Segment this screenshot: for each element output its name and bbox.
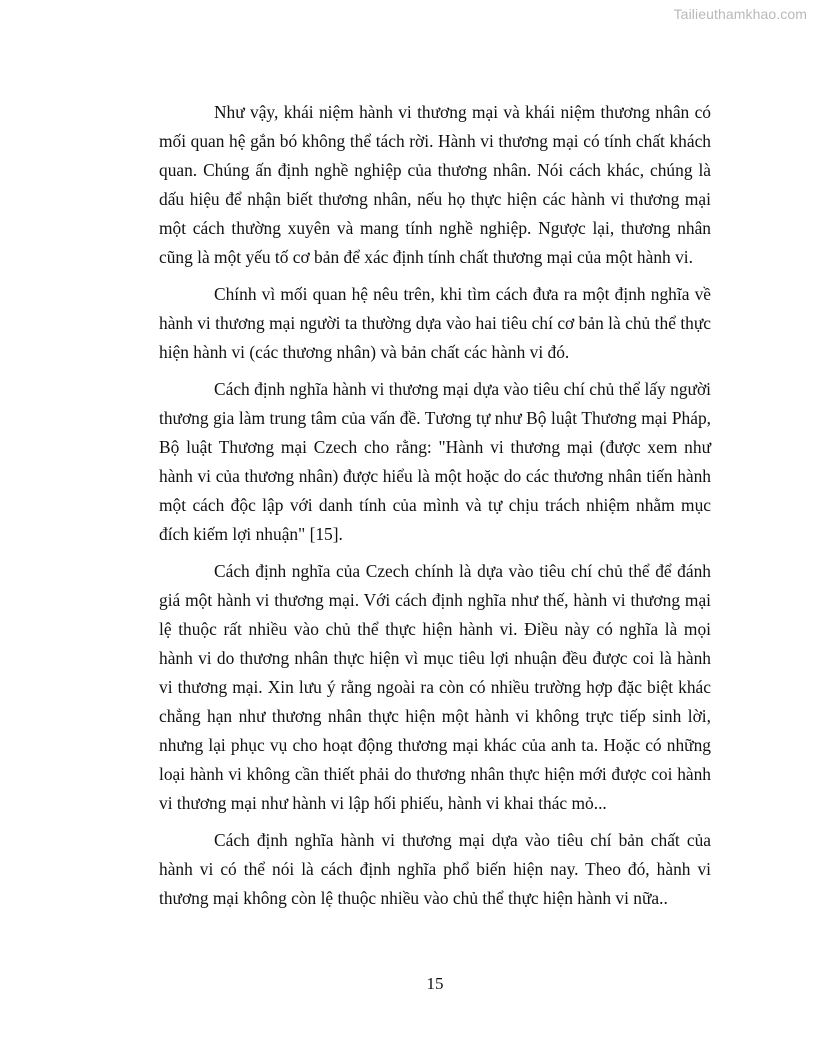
- watermark-text: Tailieuthamkhao.com: [673, 6, 807, 22]
- document-body: [159, 98, 711, 921]
- paragraph: Cách định nghĩa hành vi thương mại dựa vào tiêu chí bản chất của hành vi có thể nói là cách định nghĩa phổ biến hiện nay. Theo đó, hành vi thương mại không còn lệ thuộc nhiều vào chủ thể thực hiện hành vi nữa..: [159, 830, 711, 908]
- paragraph: Cách định nghĩa hành vi thương mại dựa vào tiêu chí chủ thể lấy người thương gia làm trung tâm của vấn đề. Tương tự như Bộ luật Thương mại Pháp, Bộ luật Thương mại Czech cho rằng: "Hành vi thương mại (được xem như hành vi của thương nhân) được hiểu là một hoặc do các thương nhân tiến hành một cách độc lập với danh tính của mình và tự chịu trách nhiệm nhằm mục đích kiếm lợi nhuận" [15].: [159, 379, 711, 544]
- page-number: 15: [426, 974, 444, 993]
- paragraph: Cách định nghĩa của Czech chính là dựa vào tiêu chí chủ thể để đánh giá một hành vi thương mại. Với cách định nghĩa như thế, hành vi thương mại lệ thuộc rất nhiều vào chủ thể thực hiện hành vi. Điều này có nghĩa là mọi hành vi do thương nhân thực hiện vì mục tiêu lợi nhuận đều được coi là hành vi thương mại. Xin lưu ý rằng ngoài ra còn có nhiều trường hợp đặc biệt khác chẳng hạn như thương nhân thực hiện một hành vi không trực tiếp sinh lời, nhưng lại phục vụ cho hoạt động thương mại khác của anh ta. Hoặc có những loại hành vi không cần thiết phải do thương nhân thực hiện mới được coi hành vi thương mại như hành vi lập hối phiếu, hành vi khai thác mỏ...: [159, 561, 711, 813]
- paragraph: Như vậy, khái niệm hành vi thương mại và khái niệm thương nhân có mối quan hệ gắn bó không thể tách rời. Hành vi thương mại có tính chất khách quan. Chúng ấn định nghề nghiệp của thương nhân. Nói cách khác, chúng là dấu hiệu để nhận biết thương nhân, nếu họ thực hiện các hành vi thương mại một cách thường xuyên và mang tính nghề nghiệp. Ngược lại, thương nhân cũng là một yếu tố cơ bản để xác định tính chất thương mại của một hành vi.: [159, 102, 711, 267]
- paragraph: Chính vì mối quan hệ nêu trên, khi tìm cách đưa ra một định nghĩa về hành vi thương mại người ta thường dựa vào hai tiêu chí cơ bản là chủ thể thực hiện hành vi (các thương nhân) và bản chất các hành vi đó.: [159, 284, 711, 362]
